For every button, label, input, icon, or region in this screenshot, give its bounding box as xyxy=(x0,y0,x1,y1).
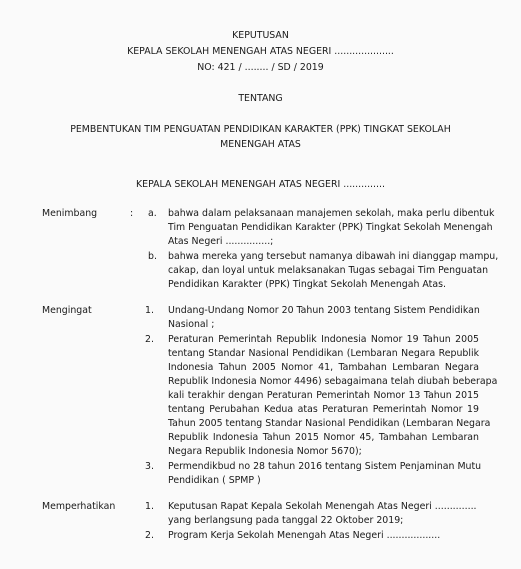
menimbang-b-line: Pendidikan Karakter (PPK) Tingkat Sekolah Menengah Atas. xyxy=(168,279,446,290)
mengingat-1-line: Undang-Undang Nomor 20 Tahun 2003 tentang Sistem Pendidikan xyxy=(168,305,480,316)
memperhatikan-marker-1: 1. xyxy=(145,501,154,512)
mengingat-marker-3: 3. xyxy=(145,461,154,472)
about-subject-line-1: PEMBENTUKAN TIM PENGUATAN PENDIDIKAN KARAKTER (PPK) TINGKAT SEKOLAH xyxy=(70,124,451,135)
menimbang-colon: : xyxy=(130,208,134,219)
mengingat-1-line: Nasional ; xyxy=(168,319,215,330)
mengingat-2-line: Peraturan Pemerintah Republik Indonesia Nomor 19 Tahun 2005 xyxy=(168,334,479,345)
menimbang-a-line: bahwa dalam pelaksanaan manajemen sekolah, maka perlu dibentuk xyxy=(168,208,495,219)
mengingat-2-line: Indonesia Tahun 2005 Nomor 41, Tambahan Lembaran Negara xyxy=(168,362,479,373)
menimbang-marker-a: a. xyxy=(148,208,157,219)
memperhatikan-1-line: Keputusan Rapat Kepala Sekolah Menengah Atas Negeri .............. xyxy=(168,501,477,512)
signatory-heading: KEPALA SEKOLAH MENENGAH ATAS NEGERI .............. xyxy=(136,179,385,190)
mengingat-2-line: Negara Republik Indonesia Nomor 5670); xyxy=(168,446,362,457)
mengingat-marker-1: 1. xyxy=(145,305,154,316)
memperhatikan-2-line: Program Kerja Sekolah Menengah Atas Negeri .................. xyxy=(168,530,441,541)
about-subject-line-2: MENENGAH ATAS xyxy=(220,139,301,150)
mengingat-2-line: tentang Standar Nasional Pendidikan (Lembaran Negara Republik xyxy=(168,348,479,359)
decree-number: NO: 421 / ........ / SD / 2019 xyxy=(197,62,324,73)
mengingat-label: Mengingat xyxy=(42,305,92,316)
mengingat-2-line: Republik Indonesia Tahun 2015 Nomor 45, Tambahan Lembaran xyxy=(168,432,479,443)
mengingat-2-line: kali terakhir dengan Peraturan Pemerintah Nomor 13 Tahun 2015 xyxy=(168,390,479,401)
menimbang-a-line: Tim Penguatan Pendidikan Karakter (PPK) Tingkat Sekolah Menengah xyxy=(168,222,493,233)
mengingat-3-line: Pendidikan ( SPMP ) xyxy=(168,475,261,486)
mengingat-2-line: tentang Perubahan Kedua atas Peraturan Pemerintah Nomor 19 xyxy=(168,404,479,415)
memperhatikan-label: Memperhatikan xyxy=(42,501,116,512)
decree-issuer: KEPALA SEKOLAH MENENGAH ATAS NEGERI .................... xyxy=(127,46,394,57)
memperhatikan-1-line: yang berlangsung pada tanggal 22 Oktober 2019; xyxy=(168,515,404,526)
menimbang-marker-b: b. xyxy=(148,251,157,262)
decree-title: KEPUTUSAN xyxy=(232,30,289,41)
menimbang-a-line: Atas Negeri ...............; xyxy=(168,236,274,247)
menimbang-label: Menimbang xyxy=(42,208,98,219)
mengingat-3-line: Permendikbud no 28 tahun 2016 tentang Sistem Penjaminan Mutu xyxy=(168,461,482,472)
menimbang-b-line: bahwa mereka yang tersebut namanya dibawah ini dianggap mampu, xyxy=(168,251,499,262)
mengingat-2-line: Republik Indonesia Nomor 4496) sebagaimana telah diubah beberapa xyxy=(168,376,498,387)
memperhatikan-marker-2: 2. xyxy=(145,530,154,541)
about-label: TENTANG xyxy=(238,93,283,104)
menimbang-b-line: cakap, dan loyal untuk melaksanakan Tugas sebagai Tim Penguatan xyxy=(168,265,489,276)
mengingat-marker-2: 2. xyxy=(145,334,154,345)
mengingat-2-line: Tahun 2005 tentang Standar Nasional Pendidikan (Lembaran Negara xyxy=(168,418,491,429)
